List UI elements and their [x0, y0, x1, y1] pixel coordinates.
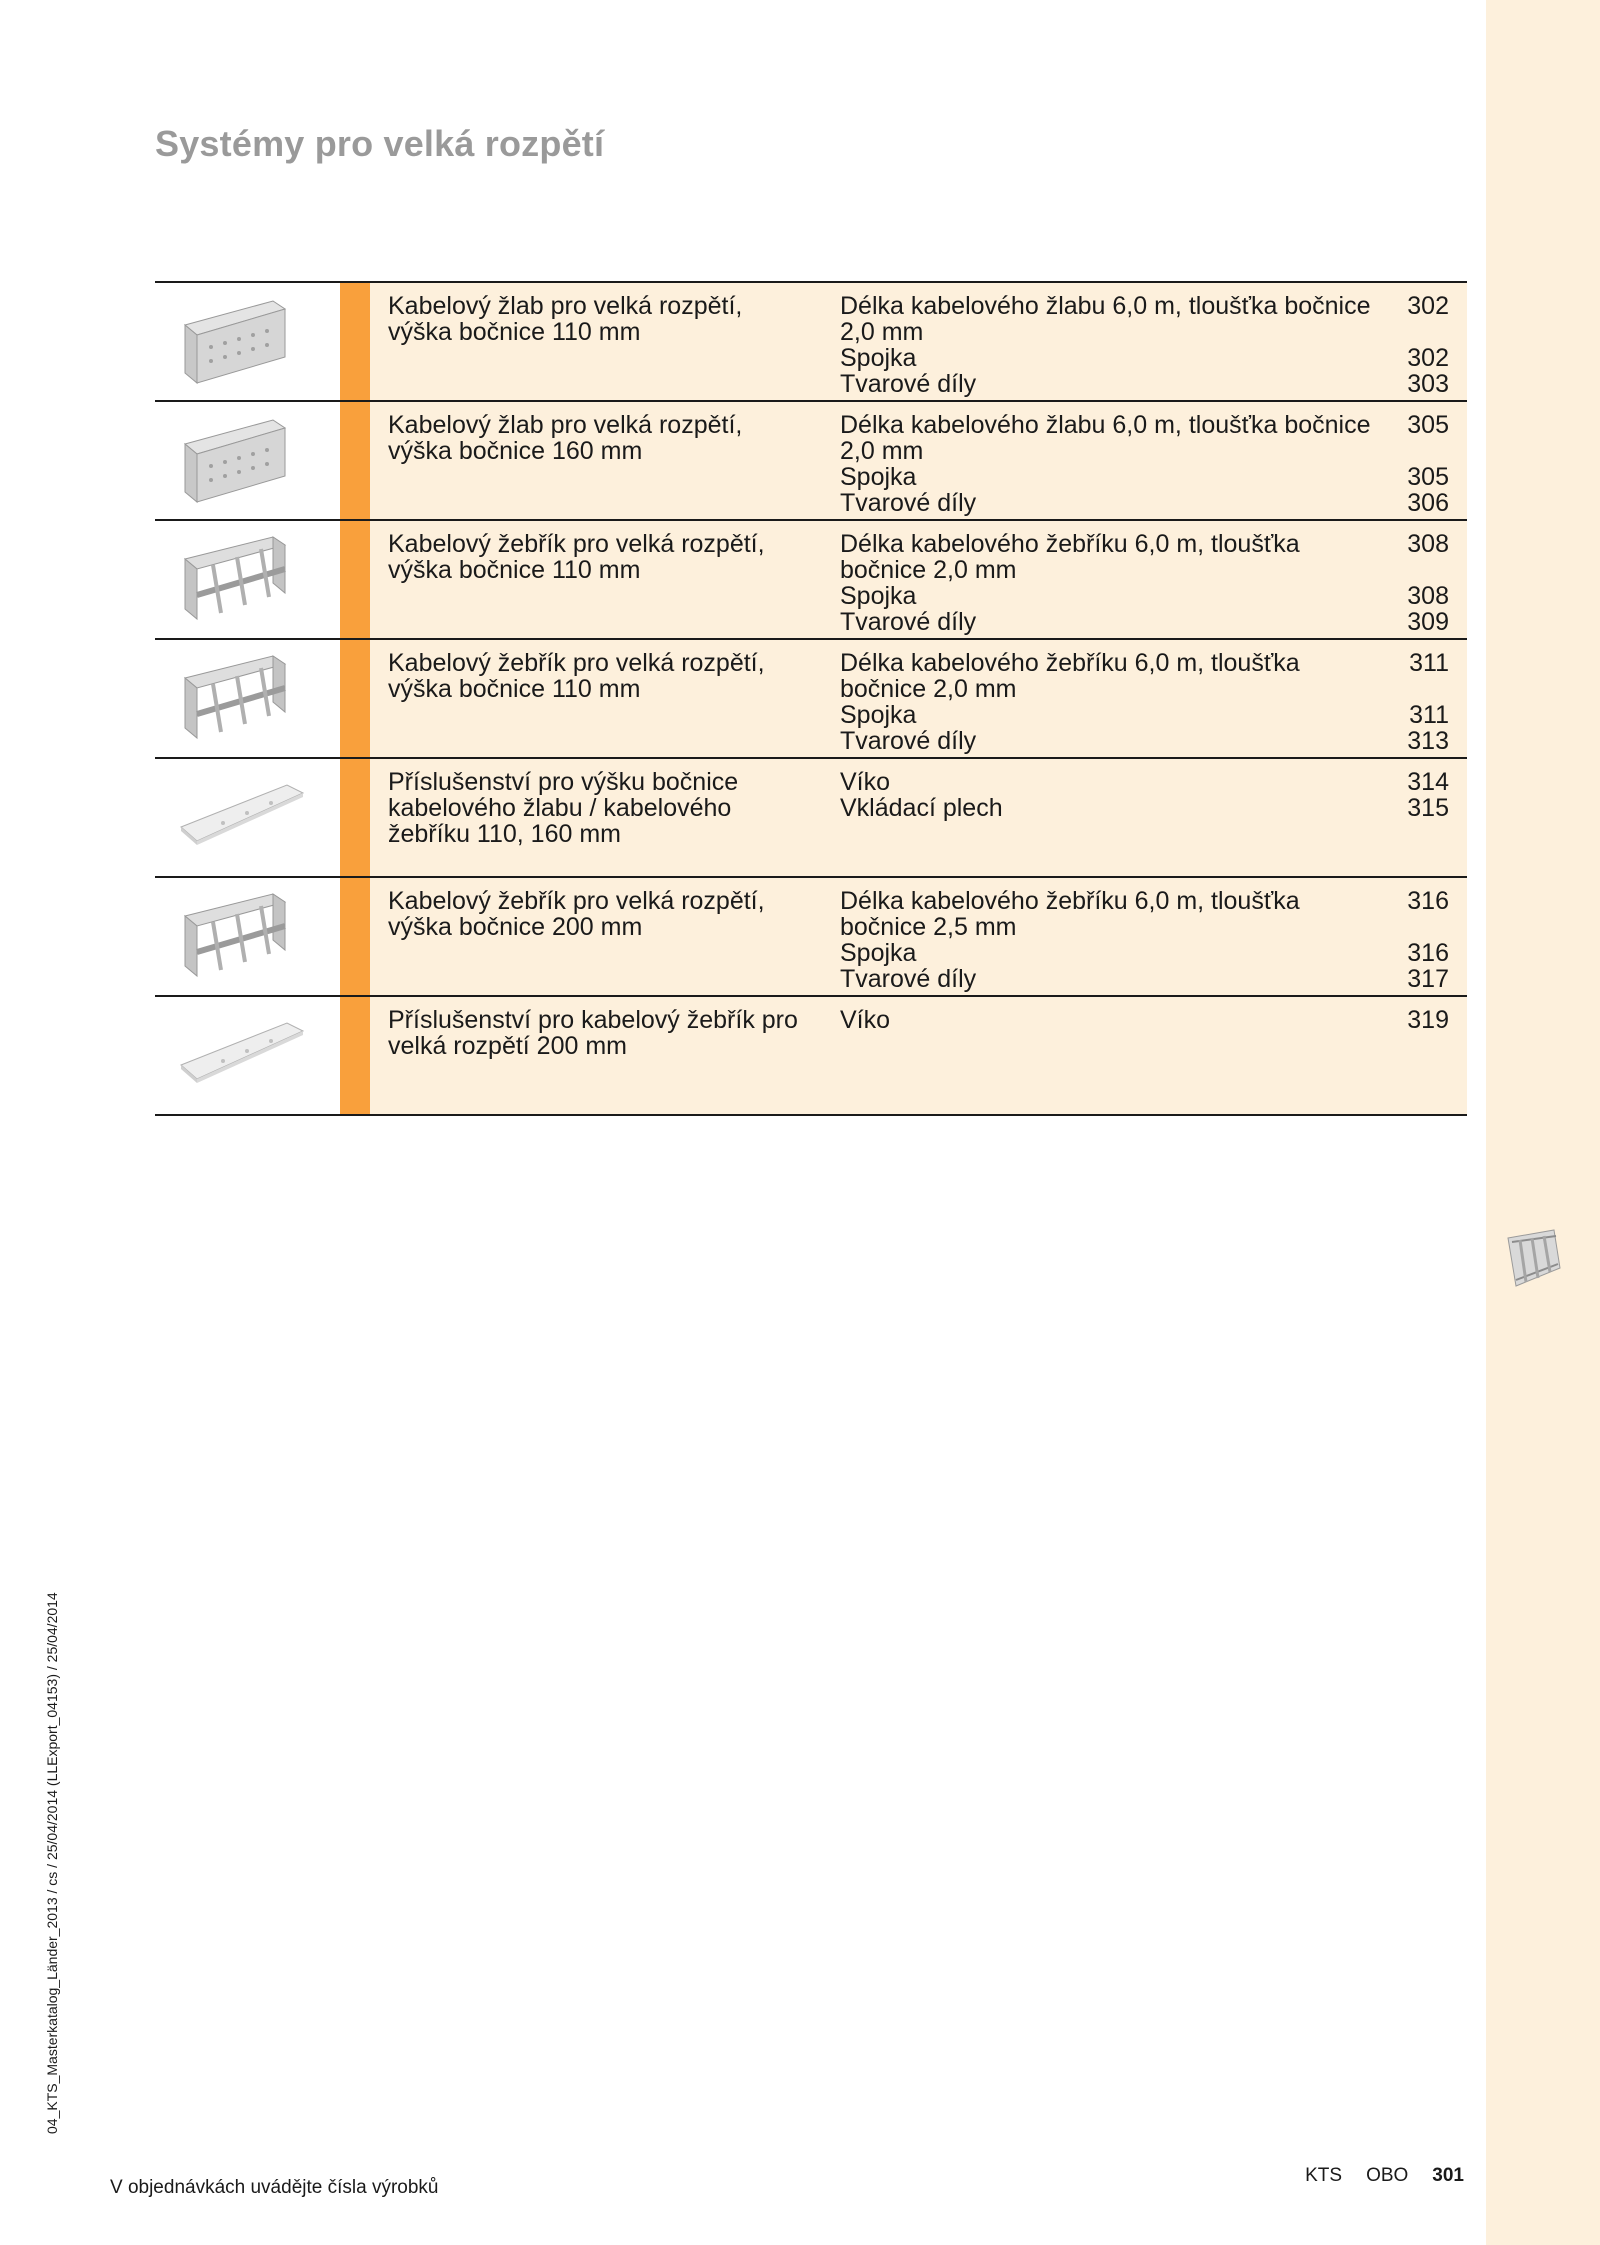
footer-info — [1305, 2165, 1464, 2187]
description-line: Příslušenství pro kabelový žebřík pro — [388, 1006, 798, 1034]
side-code: 04_KTS_Masterkatalog_Länder_2013 / cs / 25/04/2014 (LLExport_04153) / 25/04/2014 — [44, 1592, 60, 2134]
item-label: Délka kabelového žlabu 6,0 m, tloušťka bočnice 2,0 mm — [840, 411, 1371, 465]
product-image — [155, 402, 340, 519]
footer-brand: OBO — [1366, 2165, 1409, 2186]
page-reference[interactable]: 315 — [1407, 794, 1449, 822]
page-reference[interactable]: 317 — [1407, 965, 1449, 993]
cable-tray-icon — [177, 295, 297, 387]
item-list — [840, 769, 1449, 821]
contents-table — [155, 281, 1467, 1116]
table-row — [155, 878, 1467, 997]
row-content — [370, 878, 1467, 995]
item-label: Tvarové díly — [840, 965, 977, 993]
item-list — [840, 412, 1449, 516]
item-label: Délka kabelového žlabu 6,0 m, tloušťka bočnice 2,0 mm — [840, 292, 1371, 346]
page-reference[interactable]: 316 — [1407, 939, 1449, 967]
accent-bar — [340, 521, 370, 638]
product-description — [388, 888, 828, 940]
item-label: Spojka — [840, 582, 917, 610]
list-item[interactable] — [840, 940, 1449, 966]
cable-ladder-icon — [177, 890, 297, 982]
page-reference[interactable]: 319 — [1407, 1006, 1449, 1034]
item-list — [840, 293, 1449, 397]
page-reference[interactable]: 305 — [1407, 463, 1449, 491]
tray-cover-icon — [177, 771, 307, 863]
item-label: Délka kabelového žebříku 6,0 m, tloušťka bočnice 2,0 mm — [840, 649, 1300, 703]
list-item[interactable] — [840, 728, 1449, 754]
cable-ladder-icon — [177, 533, 297, 625]
page-reference[interactable]: 308 — [1407, 530, 1449, 558]
list-item[interactable] — [840, 583, 1449, 609]
item-label: Délka kabelového žebříku 6,0 m, tloušťka bočnice 2,0 mm — [840, 530, 1300, 584]
list-item[interactable] — [840, 609, 1449, 635]
list-item[interactable] — [840, 702, 1449, 728]
list-item[interactable] — [840, 293, 1449, 345]
item-list — [840, 650, 1449, 754]
row-content — [370, 997, 1467, 1114]
description-line: Kabelový žlab pro velká rozpětí, — [388, 411, 743, 439]
product-description — [388, 412, 828, 464]
list-item[interactable] — [840, 888, 1449, 940]
description-line: výška bočnice 200 mm — [388, 913, 643, 941]
description-line: výška bočnice 110 mm — [388, 556, 641, 584]
product-image — [155, 997, 340, 1114]
page-reference[interactable]: 305 — [1407, 411, 1449, 439]
list-item[interactable] — [840, 345, 1449, 371]
description-line: výška bočnice 110 mm — [388, 318, 641, 346]
row-content — [370, 402, 1467, 519]
list-item[interactable] — [840, 650, 1449, 702]
item-label: Spojka — [840, 463, 917, 491]
page-reference[interactable]: 313 — [1407, 727, 1449, 755]
table-row — [155, 521, 1467, 640]
list-item[interactable] — [840, 490, 1449, 516]
page-reference[interactable]: 309 — [1407, 608, 1449, 636]
product-image — [155, 283, 340, 400]
list-item[interactable] — [840, 412, 1449, 464]
list-item[interactable] — [840, 966, 1449, 992]
product-image — [155, 759, 340, 876]
product-description — [388, 769, 828, 847]
accent-bar — [340, 402, 370, 519]
item-label: Spojka — [840, 939, 917, 967]
footer-note: V objednávkách uvádějte čísla výrobků — [110, 2177, 439, 2198]
row-content — [370, 640, 1467, 757]
footer-section: KTS — [1305, 2165, 1343, 2186]
description-line: Kabelový žlab pro velká rozpětí, — [388, 292, 743, 320]
product-image — [155, 640, 340, 757]
side-band — [1486, 0, 1600, 2245]
product-description — [388, 650, 828, 702]
table-row — [155, 759, 1467, 878]
table-row — [155, 997, 1467, 1116]
product-description — [388, 531, 828, 583]
row-content — [370, 759, 1467, 876]
page-reference[interactable]: 302 — [1407, 292, 1449, 320]
list-item[interactable] — [840, 371, 1449, 397]
cable-tray-icon — [177, 414, 297, 506]
page-number: 301 — [1432, 2165, 1464, 2186]
accent-bar — [340, 640, 370, 757]
item-list — [840, 531, 1449, 635]
item-label: Víko — [840, 1006, 891, 1034]
page-reference[interactable]: 308 — [1407, 582, 1449, 610]
description-line: Kabelový žebřík pro velká rozpětí, — [388, 649, 765, 677]
page-reference[interactable]: 311 — [1409, 649, 1449, 677]
list-item[interactable] — [840, 464, 1449, 490]
product-description — [388, 293, 828, 345]
page-reference[interactable]: 311 — [1409, 701, 1449, 729]
item-label: Tvarové díly — [840, 489, 977, 517]
item-label: Tvarové díly — [840, 370, 977, 398]
list-item[interactable] — [840, 769, 1449, 795]
accent-bar — [340, 997, 370, 1114]
description-line: velká rozpětí 200 mm — [388, 1032, 627, 1060]
item-label: Spojka — [840, 701, 917, 729]
accent-bar — [340, 283, 370, 400]
page-title: Systémy pro velká rozpětí — [155, 123, 605, 164]
accent-bar — [340, 759, 370, 876]
description-line: výška bočnice 110 mm — [388, 675, 641, 703]
cable-ladder-icon — [177, 652, 297, 744]
item-label: Délka kabelového žebříku 6,0 m, tloušťka bočnice 2,5 mm — [840, 887, 1300, 941]
row-content — [370, 283, 1467, 400]
accent-bar — [340, 878, 370, 995]
list-item[interactable] — [840, 795, 1449, 821]
page-reference[interactable]: 303 — [1407, 370, 1449, 398]
list-item[interactable] — [840, 531, 1449, 583]
item-label: Spojka — [840, 344, 917, 372]
tray-cover-icon — [177, 1009, 307, 1101]
item-label: Víko — [840, 768, 891, 796]
page-reference[interactable]: 314 — [1407, 768, 1449, 796]
table-row — [155, 402, 1467, 521]
page-reference[interactable]: 306 — [1407, 489, 1449, 517]
cable-ladder-icon — [1506, 1228, 1562, 1288]
item-label: Tvarové díly — [840, 727, 977, 755]
description-line: žebříku 110, 160 mm — [388, 820, 621, 848]
item-list — [840, 1007, 1449, 1033]
item-label: Tvarové díly — [840, 608, 977, 636]
description-line: výška bočnice 160 mm — [388, 437, 643, 465]
page-reference[interactable]: 302 — [1407, 344, 1449, 372]
item-label: Vkládací plech — [840, 794, 1003, 822]
table-row — [155, 283, 1467, 402]
item-list — [840, 888, 1449, 992]
description-line: Kabelový žebřík pro velká rozpětí, — [388, 887, 765, 915]
list-item[interactable] — [840, 1007, 1449, 1033]
table-row — [155, 640, 1467, 759]
description-line: Příslušenství pro výšku bočnice — [388, 768, 739, 796]
product-description — [388, 1007, 828, 1059]
product-image — [155, 521, 340, 638]
description-line: Kabelový žebřík pro velká rozpětí, — [388, 530, 765, 558]
description-line: kabelového žlabu / kabelového — [388, 794, 732, 822]
page-reference[interactable]: 316 — [1407, 887, 1449, 915]
row-content — [370, 521, 1467, 638]
product-image — [155, 878, 340, 995]
